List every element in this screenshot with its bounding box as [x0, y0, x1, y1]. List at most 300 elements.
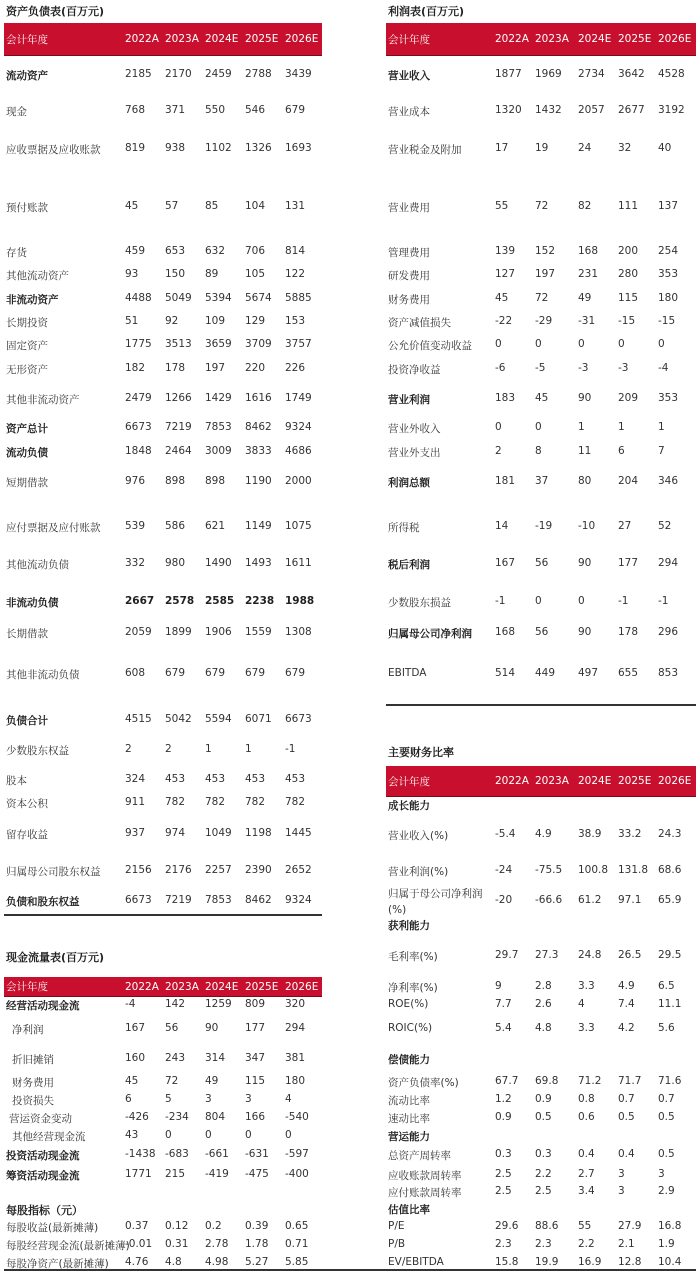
row-value: 1190 [245, 475, 272, 487]
table-row [0, 315, 700, 331]
row-value: 1.9 [658, 1238, 675, 1250]
row-value: -475 [245, 1168, 269, 1180]
row-value: 52 [658, 520, 672, 532]
row-value: 1326 [245, 142, 272, 154]
row-value: 19 [535, 142, 549, 154]
row-label: 流动比率 [388, 1095, 430, 1107]
row-label: 无形资产 [6, 364, 48, 376]
header-year: 2022A [125, 33, 159, 45]
row-value: 24.8 [578, 949, 602, 961]
row-value: 0.12 [165, 1220, 189, 1232]
row-value: 1848 [125, 445, 152, 457]
row-label: 资产减值损失 [388, 317, 451, 329]
header-year: 2024E [578, 33, 612, 45]
row-value: 11.1 [658, 998, 682, 1010]
row-value: 3.3 [578, 980, 595, 992]
row-label: 公允价值变动收益 [388, 340, 472, 352]
row-label: 应收票据及应收账款 [6, 144, 101, 156]
row-label: 非流动负债 [6, 597, 59, 609]
row-value: 153 [285, 315, 306, 327]
table-row [0, 245, 700, 261]
row-value: 814 [285, 245, 306, 257]
table-row [0, 292, 700, 308]
row-value: -597 [285, 1148, 309, 1160]
row-label: 流动负债 [6, 447, 48, 459]
row-value: 29.6 [495, 1220, 519, 1232]
row-value: 90 [578, 557, 592, 569]
row-value: 45 [535, 392, 549, 404]
row-value: 679 [205, 667, 226, 679]
row-value: 137 [658, 200, 679, 212]
row-value: 167 [125, 1022, 146, 1034]
row-value: 5.6 [658, 1022, 675, 1034]
table-row [0, 1202, 700, 1218]
row-label: 净利润 [12, 1024, 44, 1036]
row-value: -10 [578, 520, 596, 532]
row-value: 115 [245, 1075, 266, 1087]
row-value: 2464 [165, 445, 192, 457]
row-value: 197 [535, 268, 556, 280]
row-value: 294 [285, 1022, 306, 1034]
row-value: -24 [495, 864, 513, 876]
row-value: -15 [618, 315, 636, 327]
row-value: 68.6 [658, 864, 682, 876]
row-value: 14 [495, 520, 509, 532]
row-value: 4.98 [205, 1256, 229, 1268]
row-value: 453 [245, 773, 266, 785]
row-value: 1693 [285, 142, 312, 154]
table-row [0, 520, 700, 536]
row-value: 1877 [495, 68, 522, 80]
row-value: 10.4 [658, 1256, 682, 1268]
row-value: 1075 [285, 520, 312, 532]
header-year: 2024E [205, 33, 239, 45]
row-value: 0.4 [618, 1148, 635, 1160]
row-value: 0 [285, 1129, 292, 1141]
row-label: 营业成本 [388, 106, 430, 118]
row-value: 111 [618, 200, 639, 212]
row-value: -29 [535, 315, 553, 327]
row-value: 1988 [285, 595, 315, 607]
row-value: 0.9 [495, 1111, 512, 1123]
row-value: 4.9 [618, 980, 635, 992]
row-value: 2238 [245, 595, 275, 607]
row-value: -75.5 [535, 864, 563, 876]
row-value: 29.7 [495, 949, 519, 961]
row-value: 621 [205, 520, 226, 532]
header-label: 会计年度 [6, 981, 48, 993]
row-value: 2 [495, 445, 502, 457]
row-value: 2.3 [535, 1238, 552, 1250]
row-value: 2057 [578, 104, 605, 116]
row-value: -631 [245, 1148, 269, 1160]
row-value: 3439 [285, 68, 312, 80]
row-value: 2578 [165, 595, 195, 607]
table-row [0, 798, 700, 814]
row-value: 296 [658, 626, 679, 638]
row-value: 4528 [658, 68, 685, 80]
table-row [0, 392, 700, 408]
table-row [0, 1129, 700, 1145]
row-value: 56 [535, 626, 549, 638]
row-value: 0.31 [165, 1238, 189, 1250]
row-value: 71.6 [658, 1075, 682, 1087]
row-label: EBITDA [388, 667, 427, 679]
row-value: -1 [495, 595, 506, 607]
row-value: 1490 [205, 557, 232, 569]
row-value: 180 [285, 1075, 306, 1087]
header-year: 2026E [285, 33, 319, 45]
row-label: 应付账款周转率 [388, 1187, 462, 1199]
row-value: 56 [535, 557, 549, 569]
row-value: 4 [578, 998, 585, 1010]
row-value: 2000 [285, 475, 312, 487]
row-value: 1906 [205, 626, 232, 638]
table-row [0, 557, 700, 573]
ratios-title: 主要财务比率 [388, 746, 454, 759]
row-label: 资产总计 [6, 423, 48, 435]
row-value: 3659 [205, 338, 232, 350]
row-value: 4.8 [165, 1256, 182, 1268]
row-value: 0 [535, 595, 542, 607]
row-value: 45 [125, 200, 139, 212]
balance-sheet-header [4, 23, 322, 55]
row-value: 706 [245, 245, 266, 257]
row-value: 131.8 [618, 864, 649, 876]
header-label: 会计年度 [388, 33, 430, 46]
row-label: 获利能力 [388, 920, 430, 932]
row-value: 314 [205, 1052, 226, 1064]
row-value: 453 [205, 773, 226, 785]
row-value: 72 [535, 292, 549, 304]
table-row [0, 626, 700, 642]
header-year: 2023A [535, 775, 569, 787]
header-year: 2023A [165, 33, 199, 45]
row-value: 0.71 [285, 1238, 309, 1250]
row-value: 27.3 [535, 949, 559, 961]
row-label: 其他非流动资产 [6, 394, 80, 406]
row-value: 6673 [125, 894, 152, 906]
row-value: 2 [125, 743, 132, 755]
row-value: 177 [618, 557, 639, 569]
row-value: 1266 [165, 392, 192, 404]
row-value: 782 [285, 796, 306, 808]
row-value: -3 [578, 362, 589, 374]
row-value: 6 [125, 1093, 132, 1105]
row-value: -400 [285, 1168, 309, 1180]
row-value: 3.3 [578, 1022, 595, 1034]
row-value: 0.65 [285, 1220, 309, 1232]
row-value: 85 [205, 200, 219, 212]
table-row [0, 1168, 700, 1184]
row-value: 3 [658, 1168, 665, 1180]
row-value: 51 [125, 315, 139, 327]
table-row [0, 104, 700, 120]
row-label: 归属于母公司净利润 (%) [388, 888, 483, 916]
row-label: 经营活动现金流 [6, 1000, 80, 1012]
row-value: 0.39 [245, 1220, 269, 1232]
row-value: 3 [618, 1185, 625, 1197]
row-value: 2.9 [658, 1185, 675, 1197]
row-value: 459 [125, 245, 146, 257]
row-value: 679 [285, 667, 306, 679]
row-value: 0.37 [125, 1220, 149, 1232]
row-value: 898 [165, 475, 186, 487]
row-value: -540 [285, 1111, 309, 1123]
row-value: 5 [165, 1093, 172, 1105]
row-value: 9 [495, 980, 502, 992]
row-value: 1899 [165, 626, 192, 638]
row-value: 0.5 [658, 1148, 675, 1160]
row-value: 280 [618, 268, 639, 280]
row-label: 税后利润 [388, 559, 430, 571]
row-value: 43 [125, 1129, 139, 1141]
table-row [0, 1052, 700, 1068]
row-value: 0.2 [205, 1220, 222, 1232]
table-row [0, 268, 700, 284]
row-value: -66.6 [535, 894, 563, 906]
row-value: 1.2 [495, 1093, 512, 1105]
row-value: 0.5 [535, 1111, 552, 1123]
table-row [0, 421, 700, 437]
row-value: 0.5 [658, 1111, 675, 1123]
row-value: 254 [658, 245, 679, 257]
row-value: 0 [495, 338, 502, 350]
row-label: 毛利率(%) [388, 951, 438, 963]
row-value: 1445 [285, 827, 312, 839]
row-value: 0 [165, 1129, 172, 1141]
row-value: 1493 [245, 557, 272, 569]
row-value: 215 [165, 1168, 186, 1180]
table-row [0, 338, 700, 354]
row-label: 管理费用 [388, 247, 430, 259]
row-value: -20 [495, 894, 513, 906]
row-label: P/B [388, 1238, 406, 1250]
row-value: 3009 [205, 445, 232, 457]
row-value: -31 [578, 315, 596, 327]
table-row [0, 1075, 700, 1091]
row-value: 27.9 [618, 1220, 642, 1232]
row-value: 24.3 [658, 828, 682, 840]
row-value: 539 [125, 520, 146, 532]
row-value: 9324 [285, 421, 312, 433]
row-value: -22 [495, 315, 513, 327]
row-value: 88.6 [535, 1220, 559, 1232]
row-value: 168 [495, 626, 516, 638]
row-value: 804 [205, 1111, 226, 1123]
row-label: 营业外支出 [388, 447, 441, 459]
row-value: 19.9 [535, 1256, 559, 1268]
row-value: 679 [245, 667, 266, 679]
table-row [0, 1238, 700, 1254]
row-value: -683 [165, 1148, 189, 1160]
row-value: 2.5 [495, 1185, 512, 1197]
row-value: 168 [578, 245, 599, 257]
row-value: 71.7 [618, 1075, 642, 1087]
header-year: 2025E [245, 980, 279, 993]
row-value: 67.7 [495, 1075, 519, 1087]
row-value: 182 [125, 362, 146, 374]
row-value: 976 [125, 475, 146, 487]
balance-sheet-title: 资产负债表(百万元) [6, 5, 105, 18]
row-label: 成长能力 [388, 800, 430, 812]
row-label: 营业收入(%) [388, 830, 449, 842]
row-value: 177 [245, 1022, 266, 1034]
header-year: 2025E [618, 775, 652, 787]
row-value: 6673 [285, 713, 312, 725]
row-value: 15.8 [495, 1256, 519, 1268]
table-row [0, 68, 700, 84]
row-value: 226 [285, 362, 306, 374]
row-value: 160 [125, 1052, 146, 1064]
row-value: 0.7 [618, 1093, 635, 1105]
header-year: 2026E [285, 980, 319, 993]
row-label: 存货 [6, 247, 27, 259]
row-value: 0.3 [535, 1148, 552, 1160]
row-label: 营业利润(%) [388, 866, 449, 878]
row-label: 总资产周转率 [388, 1150, 451, 1162]
row-value: 1102 [205, 142, 232, 154]
row-value: 7.4 [618, 998, 635, 1010]
row-value: 90 [578, 392, 592, 404]
row-value: 152 [535, 245, 556, 257]
row-label: EV/EBITDA [388, 1256, 444, 1268]
row-value: 2652 [285, 864, 312, 876]
table-row [0, 1185, 700, 1201]
row-value: 7 [658, 445, 665, 457]
row-value: 8462 [245, 421, 272, 433]
table-row [0, 595, 700, 611]
row-value: 72 [535, 200, 549, 212]
row-value: 1.78 [245, 1238, 269, 1250]
row-label: 其他流动负债 [6, 559, 69, 571]
row-value: 166 [245, 1111, 266, 1123]
row-value: -5.4 [495, 828, 516, 840]
row-value: 231 [578, 268, 599, 280]
row-value: 0 [578, 595, 585, 607]
row-label: 流动资产 [6, 70, 48, 82]
row-value: 898 [205, 475, 226, 487]
row-value: 3 [245, 1093, 252, 1105]
row-label: 每股经营现金流(最新摊薄) [6, 1240, 130, 1252]
row-value: 586 [165, 520, 186, 532]
table-row [0, 1256, 700, 1272]
row-value: 5.85 [285, 1256, 309, 1268]
row-value: 80 [578, 475, 592, 487]
row-value: 3833 [245, 445, 272, 457]
table-row [0, 445, 700, 461]
header-label: 会计年度 [6, 33, 48, 46]
row-label: 每股收益(最新摊薄) [6, 1222, 99, 1234]
row-value: 1198 [245, 827, 272, 839]
row-value: 178 [165, 362, 186, 374]
row-label: 速动比率 [388, 1113, 430, 1125]
row-value: -3 [618, 362, 629, 374]
row-label: 股本 [6, 775, 27, 787]
row-value: 55 [578, 1220, 592, 1232]
row-value: -1438 [125, 1148, 156, 1160]
row-value: 453 [165, 773, 186, 785]
row-value: 346 [658, 475, 679, 487]
row-label: 投资损失 [12, 1095, 54, 1107]
income-statement-bottom-rule [386, 704, 696, 706]
row-value: 6 [618, 445, 625, 457]
row-value: 243 [165, 1052, 186, 1064]
row-label: 固定资产 [6, 340, 48, 352]
row-value: 122 [285, 268, 306, 280]
row-value: 938 [165, 142, 186, 154]
table-row [0, 475, 700, 491]
row-value: 104 [245, 200, 266, 212]
row-value: 26.5 [618, 949, 642, 961]
row-label: 短期借款 [6, 477, 48, 489]
row-value: 2170 [165, 68, 192, 80]
row-value: 1 [245, 743, 252, 755]
income-statement-title: 利润表(百万元) [388, 5, 465, 18]
row-value: -4 [125, 998, 136, 1010]
table-row [0, 1093, 700, 1109]
table-row [0, 918, 700, 934]
row-value: 2.5 [535, 1185, 552, 1197]
row-value: 1308 [285, 626, 312, 638]
row-value: 0 [495, 421, 502, 433]
row-value: 37 [535, 475, 549, 487]
row-label: 折旧摊销 [12, 1054, 54, 1066]
row-value: 45 [125, 1075, 139, 1087]
row-value: 65.9 [658, 894, 682, 906]
row-value: -5 [535, 362, 546, 374]
row-value: 1259 [205, 998, 232, 1010]
row-value: 2.3 [495, 1238, 512, 1250]
row-label: 资本公积 [6, 798, 48, 810]
row-value: 0.6 [578, 1111, 595, 1123]
row-value: 0.7 [658, 1093, 675, 1105]
row-value: -1 [658, 595, 669, 607]
row-label: 营业费用 [388, 202, 430, 214]
row-value: -19 [535, 520, 553, 532]
row-value: 294 [658, 557, 679, 569]
row-value: -0.01 [125, 1238, 153, 1250]
row-value: 7.7 [495, 998, 512, 1010]
row-value: 16.9 [578, 1256, 602, 1268]
row-value: 131 [285, 200, 306, 212]
row-label: P/E [388, 1220, 405, 1232]
row-value: -1 [618, 595, 629, 607]
row-value: 82 [578, 200, 592, 212]
row-value: -6 [495, 362, 506, 374]
row-value: 8 [535, 445, 542, 457]
row-value: 139 [495, 245, 516, 257]
row-label: 每股净资产(最新摊薄) [6, 1258, 109, 1270]
row-value: 1559 [245, 626, 272, 638]
row-label: 所得税 [388, 522, 420, 534]
row-value: 115 [618, 292, 639, 304]
row-value: 0 [535, 338, 542, 350]
row-value: 5042 [165, 713, 192, 725]
row-label: 少数股东权益 [6, 745, 69, 757]
row-value: 497 [578, 667, 599, 679]
header-year: 2022A [125, 980, 159, 993]
table-row [0, 1148, 700, 1164]
row-label: 归属母公司净利润 [388, 628, 472, 640]
row-value: 371 [165, 104, 186, 116]
header-year: 2026E [658, 33, 692, 45]
row-value: 809 [245, 998, 266, 1010]
row-value: 1149 [245, 520, 272, 532]
row-value: 679 [285, 104, 306, 116]
row-label: 筹资活动现金流 [6, 1170, 80, 1182]
per-share-title: 每股指标（元） [6, 1204, 83, 1217]
